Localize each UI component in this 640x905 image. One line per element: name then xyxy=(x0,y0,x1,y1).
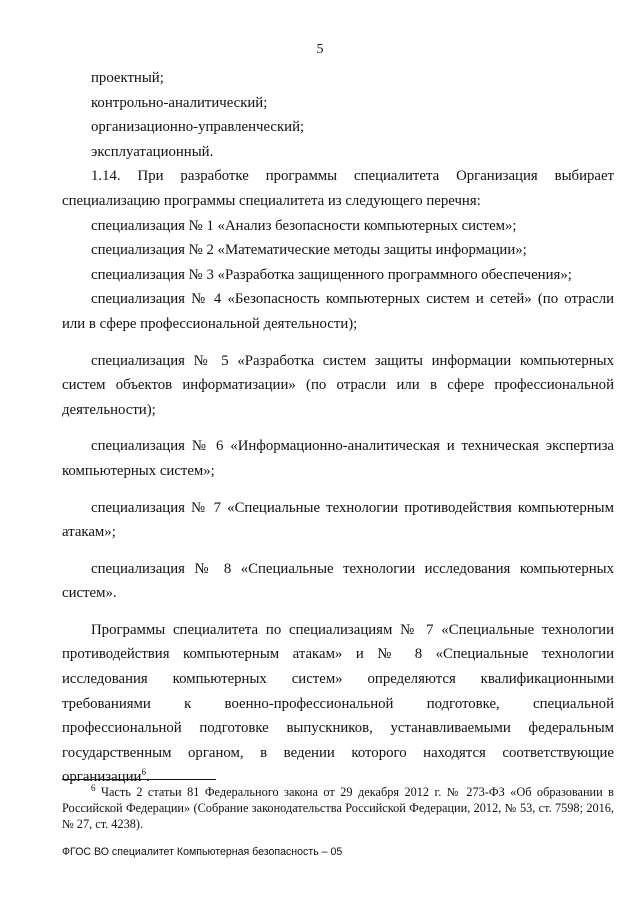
specialization-item: специализация № 2 «Математические методы защиты информации»; xyxy=(91,242,527,259)
specialization-item: специализация № 5 «Разработка систем защиты информации компьютерных систем объектов информатизации» (по отрасли или в сфере профессиональной деятельности); xyxy=(62,352,614,418)
programs-paragraph: Программы специалитета по специализациям № 7 «Специальные технологии противодействия компьютерным атакам» и № 8 «Специальные технологии исследования компьютерных систем» определяются квалификационными требованиями к военно-профессиональной подготовке, специальной профессиональной подготовке выпускников, устанавливаемыми федеральным государственным органом, в ведении которого находятся соответствующие организации$^6$. xyxy=(62,621,614,786)
footnote-reference: 6 xyxy=(141,767,146,778)
footnote-mark: 6 xyxy=(91,782,96,793)
footnote-separator xyxy=(62,779,216,780)
specialization-item: специализация № 7 «Специальные технологии противодействия компьютерным атакам»; xyxy=(62,499,614,541)
specialization-item: специализация № 1 «Анализ безопасности компьютерных систем»; xyxy=(91,217,517,234)
footnote-text: Часть 2 статьи 81 Федерального закона от 29 декабря 2012 г. № 273-ФЗ «Об образовании в Российской Федерации» (Собрание законодательства Российской Федерации, 2012, № 53, ст. 7598; 2016, № 27, ст. 4238). xyxy=(62,785,614,832)
list-item: организационно-управленческий; xyxy=(91,119,305,136)
document-body xyxy=(62,66,614,790)
page-footer: ФГОС ВО специалитет Компьютерная безопасность – 05 xyxy=(62,846,343,858)
list-item: контрольно-аналитический; xyxy=(91,94,268,111)
programs-paragraph-text: Программы специалитета по специализациям № 7 «Специальные технологии противодействия компьютерным атакам» и № 8 «Специальные технологии исследования компьютерных систем» определяются квалификационными требованиями к военно-профессиональной подготовке, специальной профессиональной подготовке выпускников, устанавливаемыми федеральным государственным органом, в ведении которого находятся соответствующие организации xyxy=(62,621,614,786)
list-item: эксплуатационный. xyxy=(91,143,214,160)
specialization-item: специализация № 3 «Разработка защищенного программного обеспечения»; xyxy=(91,266,572,283)
specialization-item: специализация № 8 «Специальные технологии исследования компьютерных систем». xyxy=(62,560,614,602)
specialization-item: специализация № 6 «Информационно-аналитическая и техническая экспертиза компьютерных систем»; xyxy=(62,438,614,479)
specialization-item: специализация № 4 «Безопасность компьютерных систем и сетей» (по отрасли или в сфере профессиональной деятельности); xyxy=(62,291,614,332)
list-item: проектный; xyxy=(91,70,164,86)
page-number: 5 xyxy=(316,42,324,57)
clause-1-14: 1.14. При разработке программы специалитета Организация выбирает специализацию программы специалитета из следующего перечня: xyxy=(62,168,614,209)
footnote xyxy=(62,784,614,833)
